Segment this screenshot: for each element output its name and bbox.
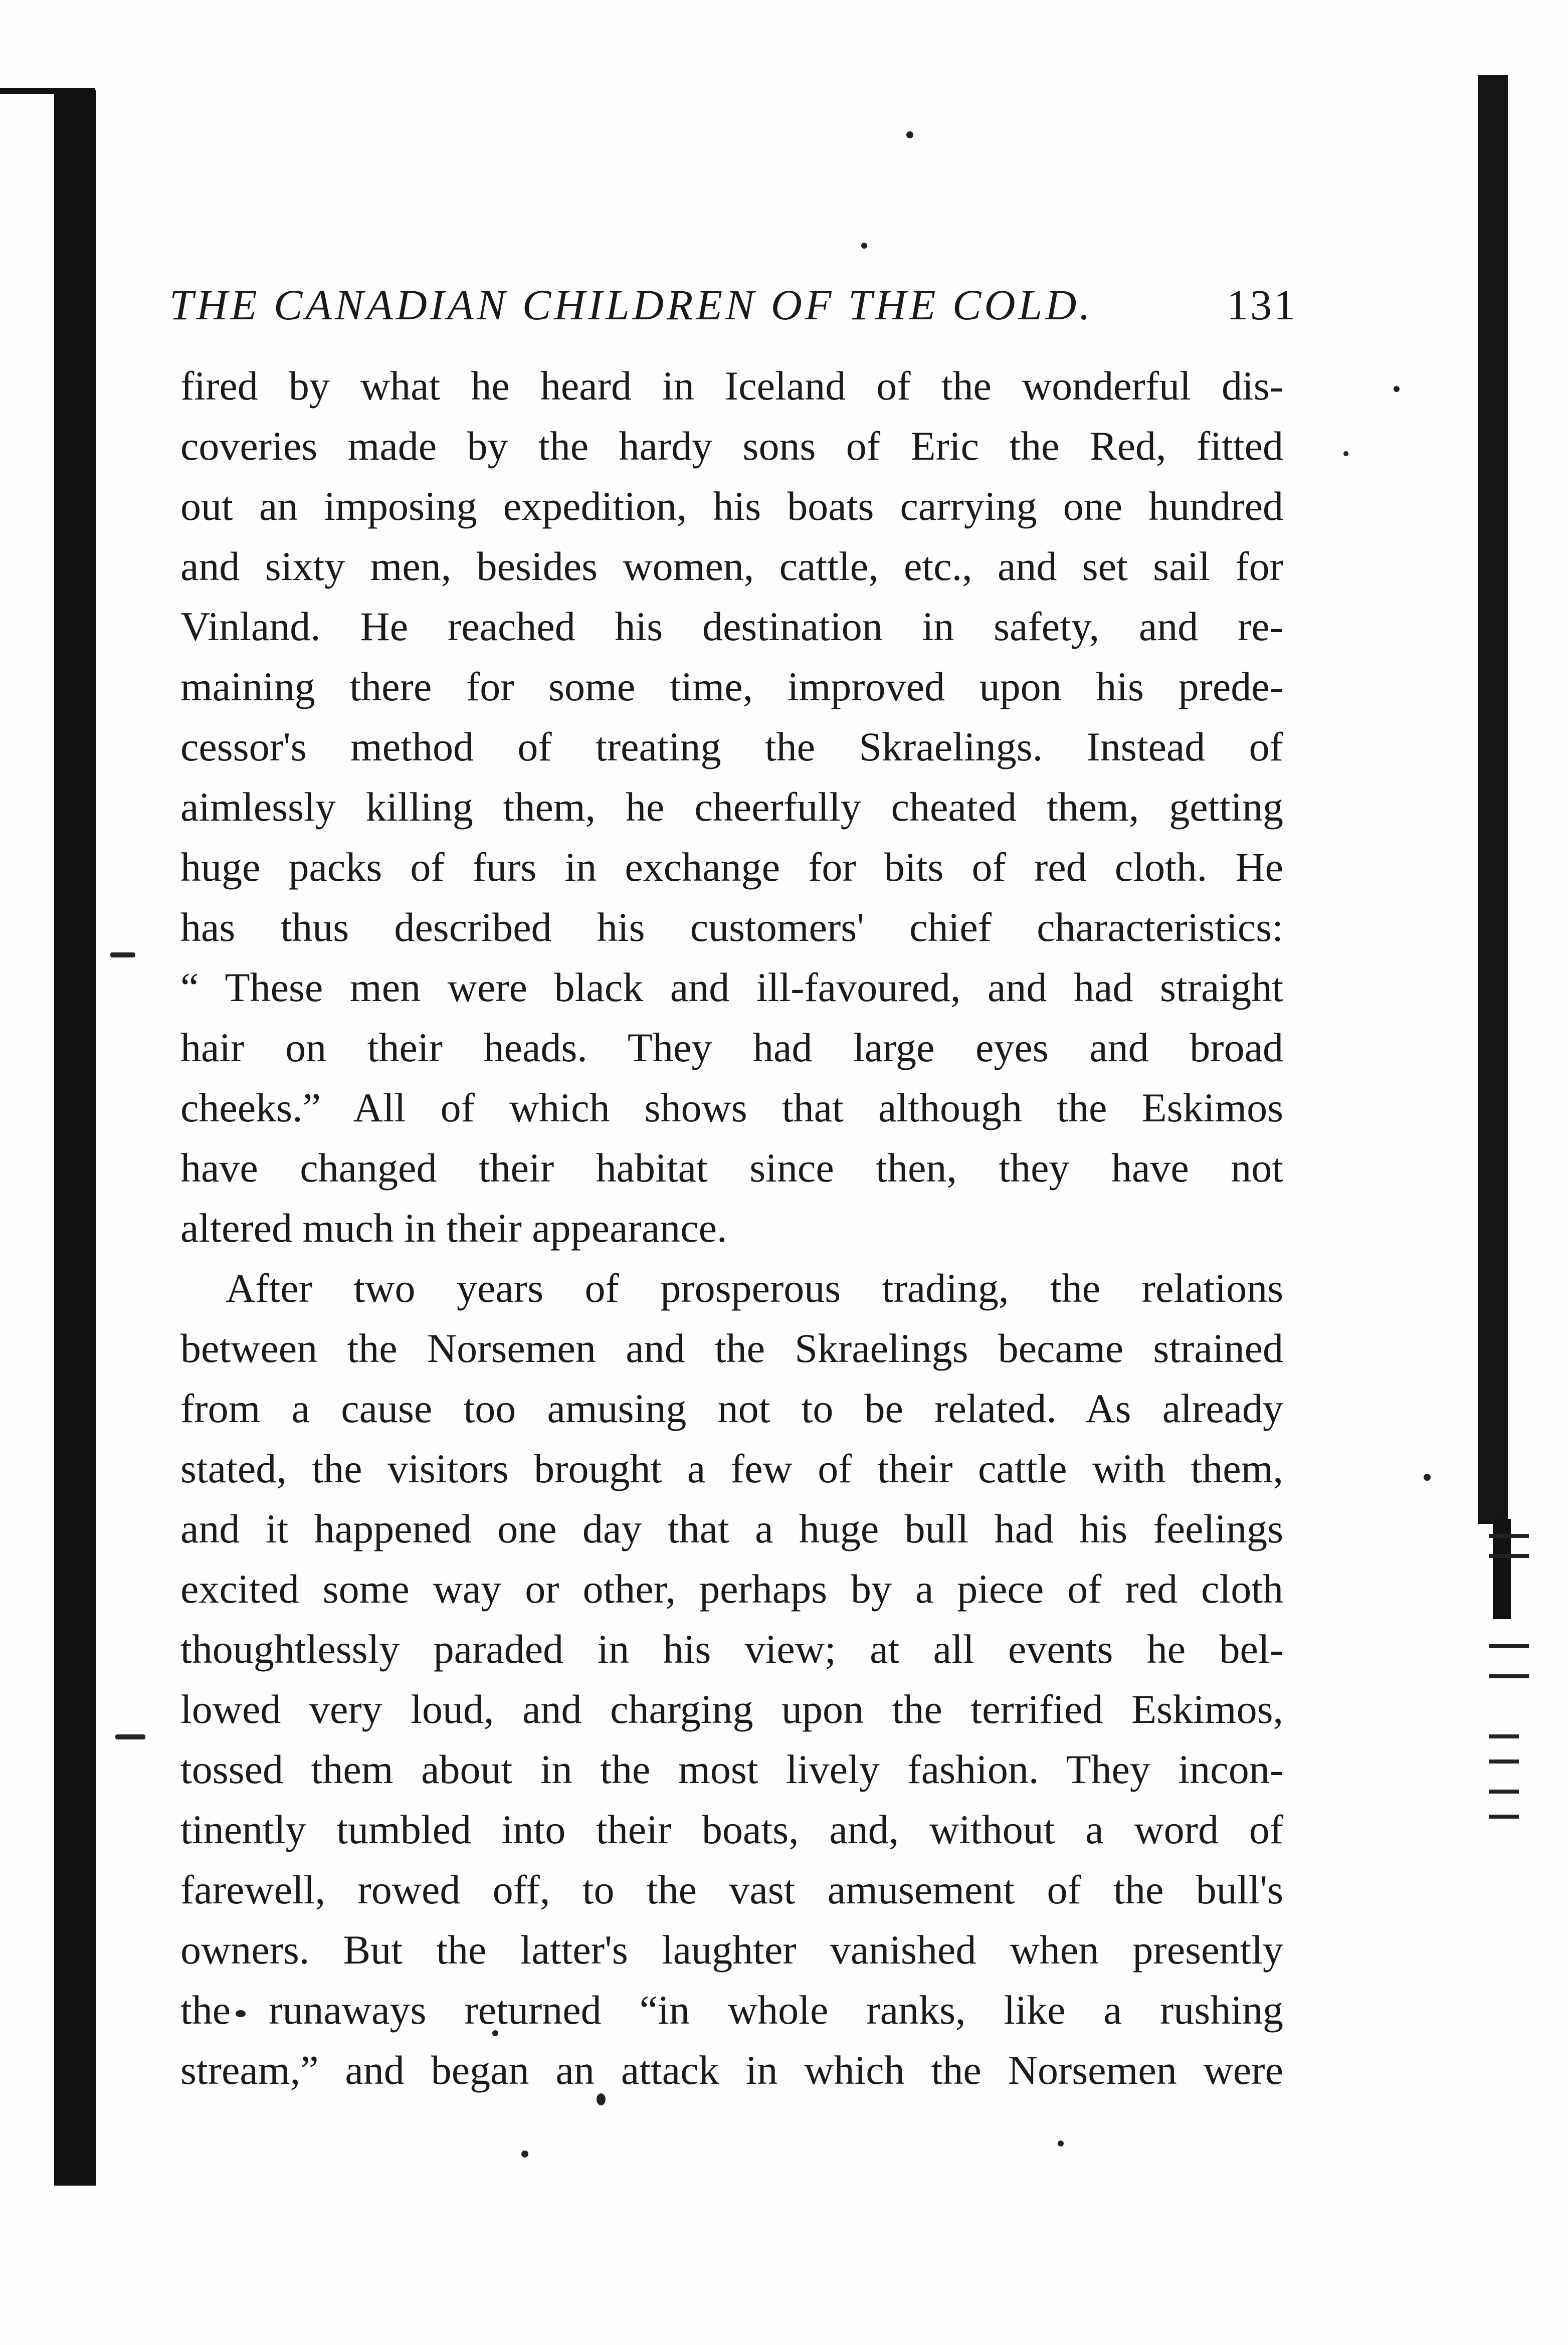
scan-speck xyxy=(521,2151,528,2158)
text-line: the runaways returned “in whole ranks, like a rushing xyxy=(180,1987,1283,2033)
text-line: cheeks.” All of which shows that although the Eskimos xyxy=(180,1085,1283,1130)
scan-tick xyxy=(1489,1674,1529,1678)
scan-speck xyxy=(110,952,135,957)
scan-tick xyxy=(1489,1644,1529,1648)
text-line: hair on their heads. They had large eyes and broad xyxy=(180,1025,1283,1070)
text-line: and sixty men, besides women, cattle, etc., and set sail for xyxy=(180,543,1283,589)
scan-speck xyxy=(906,131,913,138)
scan-tick xyxy=(1489,1790,1519,1794)
scan-speck xyxy=(1394,386,1400,392)
text-line: tossed them about in the most lively fashion. They incon- xyxy=(180,1746,1283,1792)
text-line: thoughtlessly paraded in his view; at all events he bel- xyxy=(180,1626,1283,1672)
text-line: “ These men were black and ill-favoured, and had straight xyxy=(180,964,1283,1010)
scan-tick xyxy=(1489,1760,1519,1764)
text-line: coveries made by the hardy sons of Eric the Red, fitted xyxy=(180,423,1283,469)
scan-edge-right xyxy=(1478,75,1508,1524)
text-line: have changed their habitat since then, they have not xyxy=(180,1145,1283,1191)
text-line: Vinland. He reached his destination in safety, and re- xyxy=(180,604,1283,649)
text-line: between the Norsemen and the Skraelings became strained xyxy=(180,1325,1283,1371)
text-line: has thus described his customers' chief characteristics: xyxy=(180,904,1283,950)
scan-speck xyxy=(1058,2140,1064,2146)
text-line: out an imposing expedition, his boats carrying one hundred xyxy=(180,483,1283,529)
page-number: 131 xyxy=(1227,281,1297,329)
body-text xyxy=(180,356,1283,2100)
text-line: owners. But the latter's laughter vanished when presently xyxy=(180,1927,1283,1973)
text-line: maining there for some time, improved upon his prede- xyxy=(180,664,1283,709)
scan-edge-right-ticks xyxy=(1489,1524,1534,1845)
scan-speck xyxy=(861,243,867,249)
running-title: THE CANADIAN CHILDREN OF THE COLD. xyxy=(169,281,1093,329)
scan-tick xyxy=(1489,1554,1529,1558)
scan-speck xyxy=(1424,1474,1431,1481)
text-line: stated, the visitors brought a few of their cattle with them, xyxy=(180,1446,1283,1491)
text-line: stream,” and began an attack in which the Norsemen were xyxy=(180,2047,1283,2093)
text-line: from a cause too amusing not to be related. As already xyxy=(180,1386,1283,1431)
scan-speck xyxy=(115,1734,145,1739)
text-line: After two years of prosperous trading, the relations xyxy=(226,1265,1283,1311)
text-line: altered much in their appearance. xyxy=(180,1205,727,1251)
scan-tick xyxy=(1489,1534,1529,1538)
running-header xyxy=(169,275,1297,335)
scan-edge-left xyxy=(54,90,96,2186)
text-line: fired by what he heard in Iceland of the wonderful dis- xyxy=(180,363,1283,409)
text-line: cessor's method of treating the Skraelings. Instead of xyxy=(180,724,1283,769)
text-line: lowed very loud, and charging upon the terrified Eskimos, xyxy=(180,1686,1283,1732)
text-line: farewell, rowed off, to the vast amusement of the bull's xyxy=(180,1867,1283,1912)
text-line: excited some way or other, perhaps by a piece of red cloth xyxy=(180,1566,1283,1612)
text-line: huge packs of furs in exchange for bits of red cloth. He xyxy=(180,844,1283,890)
scan-tick xyxy=(1489,1815,1519,1819)
text-line: aimlessly killing them, he cheerfully cheated them, getting xyxy=(180,784,1283,830)
scan-tick xyxy=(1489,1734,1519,1738)
scan-speck xyxy=(1343,451,1348,456)
text-line: and it happened one day that a huge bull had his feelings xyxy=(180,1506,1283,1551)
text-line: tinently tumbled into their boats, and, without a word of xyxy=(180,1807,1283,1852)
